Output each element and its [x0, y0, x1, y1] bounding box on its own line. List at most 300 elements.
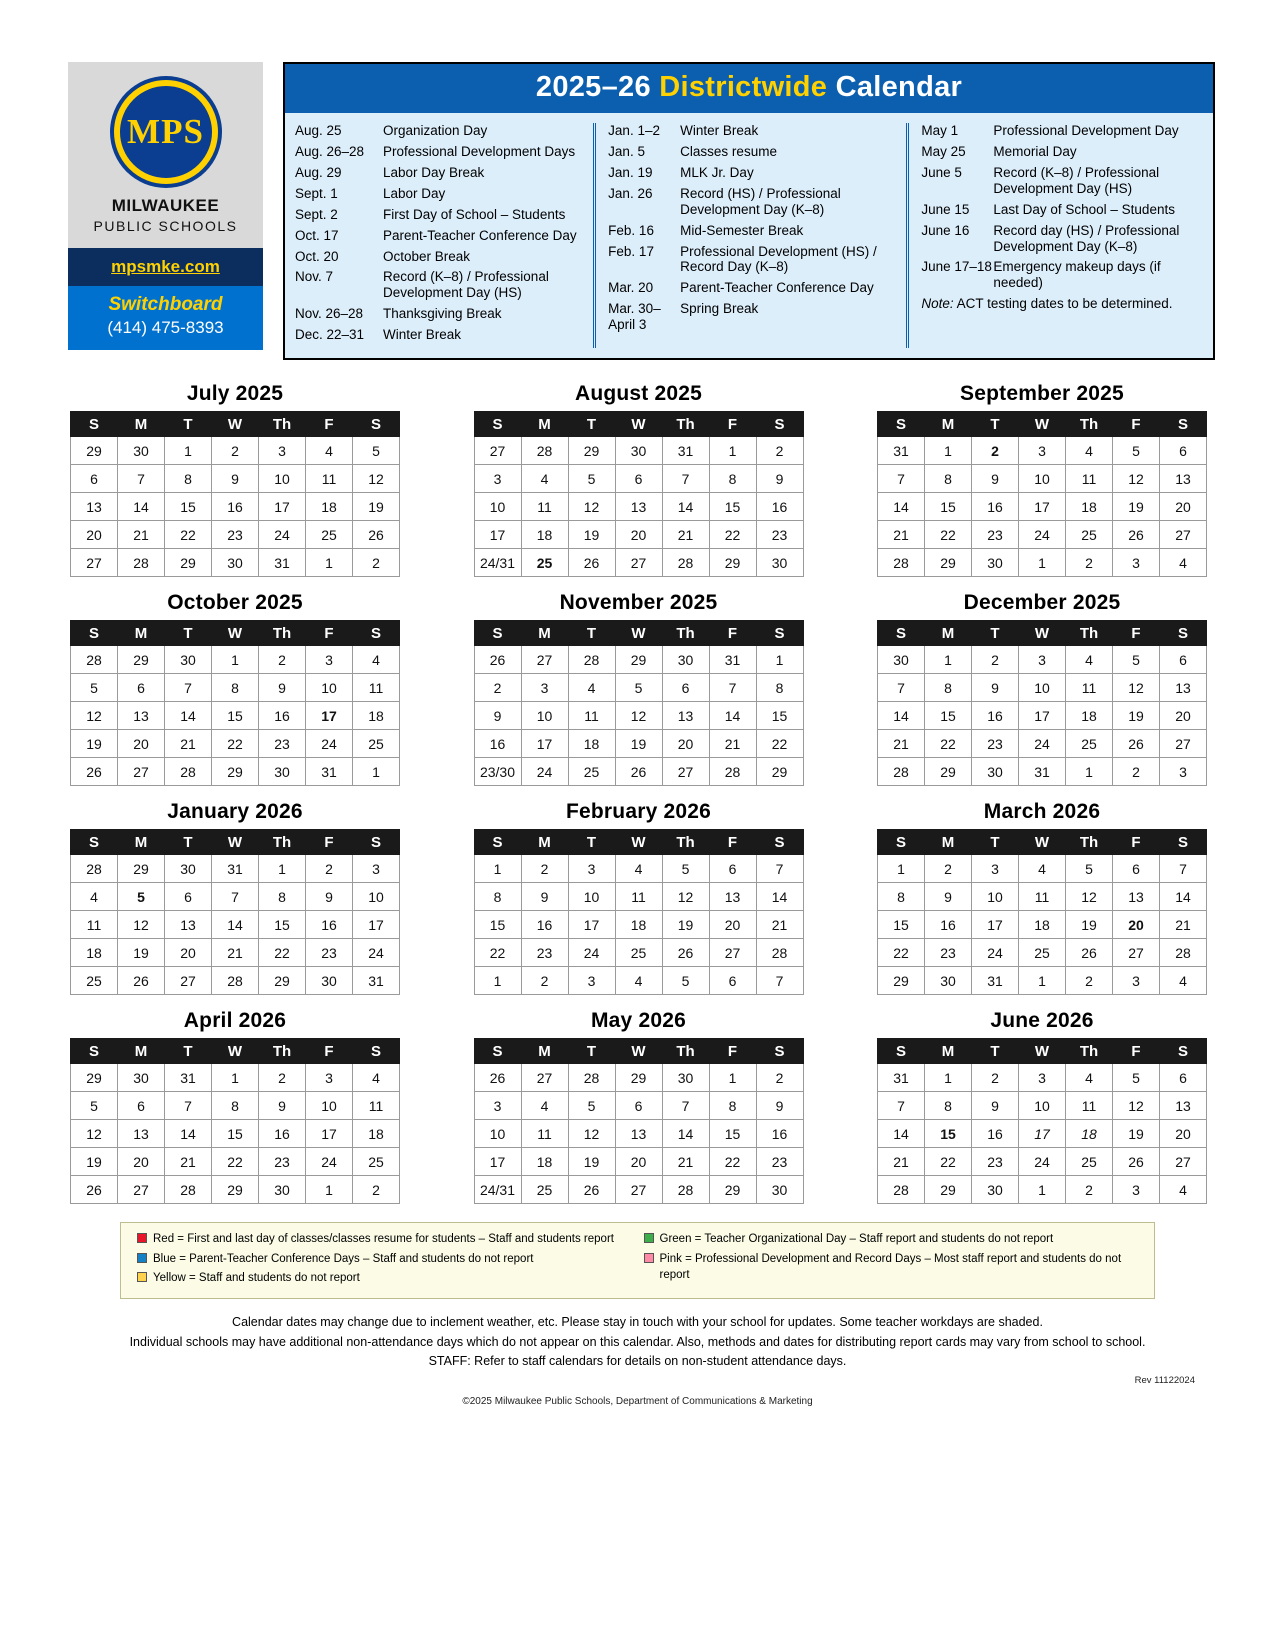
day-cell: 10 [306, 674, 353, 702]
key-date-row [295, 269, 585, 301]
day-cell: 30 [165, 855, 212, 883]
day-cell: 7 [756, 855, 803, 883]
day-cell: 22 [474, 939, 521, 967]
day-cell: 10 [568, 883, 615, 911]
month-block [70, 374, 400, 577]
day-cell: 17 [474, 1148, 521, 1176]
day-cell: 4 [1066, 1064, 1113, 1092]
day-cell: 11 [1019, 883, 1066, 911]
day-cell: 1 [925, 646, 972, 674]
day-cell: 17 [521, 730, 568, 758]
day-cell: 7 [878, 1092, 925, 1120]
day-cell: 15 [925, 493, 972, 521]
day-cell: 19 [662, 911, 709, 939]
header-region [0, 0, 1275, 360]
day-cell: 14 [756, 883, 803, 911]
day-cell: 20 [615, 1148, 662, 1176]
day-cell: 30 [972, 549, 1019, 577]
week-row [71, 493, 400, 521]
key-date-row [921, 123, 1197, 139]
day-cell: 1 [925, 437, 972, 465]
day-cell: 3 [1019, 437, 1066, 465]
weekday-header: W [1019, 412, 1066, 437]
week-row [71, 1148, 400, 1176]
day-cell: 25 [521, 549, 568, 577]
day-cell: 18 [568, 730, 615, 758]
week-row [878, 967, 1207, 995]
day-cell: 1 [709, 1064, 756, 1092]
key-date-date: Mar. 20 [608, 280, 654, 296]
day-cell: 28 [878, 549, 925, 577]
day-cell: 12 [662, 883, 709, 911]
title-part1: 2025–26 [535, 71, 660, 103]
month-table [70, 829, 400, 995]
week-row [71, 758, 400, 786]
weekday-header: T [165, 1039, 212, 1064]
day-cell: 26 [662, 939, 709, 967]
key-date-description: Record day (HS) / Professional Development Day (K–8) [993, 222, 1180, 254]
day-cell: 30 [259, 1176, 306, 1204]
day-cell: 29 [118, 855, 165, 883]
day-cell: 7 [756, 967, 803, 995]
month-table [70, 620, 400, 786]
key-date-row [608, 301, 898, 333]
day-cell: 30 [259, 758, 306, 786]
day-cell: 6 [615, 1092, 662, 1120]
day-cell: 5 [568, 1092, 615, 1120]
day-cell: 22 [925, 730, 972, 758]
month-table [877, 411, 1207, 577]
key-date-description: Record (K–8) / Professional Development Day (HS) [383, 269, 549, 301]
day-cell: 11 [615, 883, 662, 911]
day-cell: 28 [662, 549, 709, 577]
day-cell: 13 [615, 493, 662, 521]
day-cell: 2 [1066, 549, 1113, 577]
switchboard-number: (414) 475-8393 [107, 318, 224, 337]
day-cell: 2 [259, 646, 306, 674]
day-cell: 2 [521, 855, 568, 883]
day-cell: 10 [1019, 674, 1066, 702]
month-block [474, 583, 804, 786]
day-cell: 23 [972, 521, 1019, 549]
revision-text: Rev 11122024 [1134, 1375, 1195, 1387]
month-table [877, 1038, 1207, 1204]
logo-box [68, 62, 263, 248]
legend-text: Red = First and last day of classes/classes resume for students – Staff and students report [153, 1233, 614, 1246]
day-cell: 3 [259, 437, 306, 465]
key-date-date: Aug. 25 [295, 123, 342, 138]
weekday-header: S [353, 1039, 400, 1064]
day-cell: 22 [709, 1148, 756, 1176]
day-cell: 4 [521, 465, 568, 493]
day-cell: 31 [212, 855, 259, 883]
day-cell: 1 [925, 1064, 972, 1092]
website-link[interactable]: mpsmke.com [111, 257, 220, 276]
day-cell: 4 [615, 855, 662, 883]
key-date-date: Nov. 7 [295, 269, 334, 285]
key-date-description: Professional Development (HS) / Record Day (K–8) [680, 243, 877, 275]
day-cell: 4 [1160, 549, 1207, 577]
weekday-header: F [709, 830, 756, 855]
weekday-header: Th [259, 830, 306, 855]
weekday-header: M [521, 1039, 568, 1064]
day-cell: 18 [306, 493, 353, 521]
district-name-line2: PUBLIC SCHOOLS [93, 218, 238, 234]
day-cell: 11 [1066, 1092, 1113, 1120]
weekday-header: S [756, 412, 803, 437]
day-cell: 29 [709, 549, 756, 577]
key-date-description: Thanksgiving Break [383, 306, 502, 322]
week-row [878, 883, 1207, 911]
weekday-header: T [165, 412, 212, 437]
weekday-header: W [212, 1039, 259, 1064]
day-cell: 20 [118, 1148, 165, 1176]
key-date-description: Professional Development Days [383, 143, 576, 159]
day-cell: 6 [662, 674, 709, 702]
month-title: July 2025 [186, 382, 284, 406]
day-cell: 2 [212, 437, 259, 465]
key-date-date: Aug. 26–28 [295, 143, 365, 159]
day-cell: 31 [165, 1064, 212, 1092]
day-cell: 11 [568, 702, 615, 730]
day-cell: 30 [165, 646, 212, 674]
weekday-header: T [568, 1039, 615, 1064]
day-cell: 2 [972, 1064, 1019, 1092]
day-cell: 8 [878, 883, 925, 911]
week-row [878, 437, 1207, 465]
weekday-header: T [972, 1039, 1019, 1064]
day-cell: 3 [568, 855, 615, 883]
week-row [71, 1176, 400, 1204]
key-date-date: June 16 [921, 222, 970, 238]
day-cell: 15 [165, 493, 212, 521]
week-row [474, 437, 803, 465]
legend-text: Blue = Parent-Teacher Conference Days – Staff and students do not report [153, 1252, 534, 1265]
day-cell: 21 [878, 1148, 925, 1176]
day-cell: 1 [474, 967, 521, 995]
day-cell: 18 [353, 702, 400, 730]
week-row [474, 521, 803, 549]
weekday-header: S [1160, 412, 1207, 437]
day-cell: 9 [259, 674, 306, 702]
day-cell: 25 [306, 521, 353, 549]
day-cell: 19 [1113, 702, 1160, 730]
day-cell: 17 [1019, 1120, 1066, 1148]
day-cell: 28 [709, 758, 756, 786]
day-cell: 5 [353, 437, 400, 465]
day-cell: 14 [878, 1120, 925, 1148]
day-cell: 12 [71, 1120, 118, 1148]
day-cell: 6 [118, 1092, 165, 1120]
day-cell: 21 [662, 521, 709, 549]
weekday-header: T [165, 621, 212, 646]
day-cell: 15 [212, 702, 259, 730]
day-cell: 12 [1066, 883, 1113, 911]
day-cell: 20 [615, 521, 662, 549]
month-block [474, 374, 804, 577]
day-cell: 5 [662, 967, 709, 995]
key-date-row [608, 280, 898, 296]
month-block [877, 583, 1207, 786]
day-cell: 12 [118, 911, 165, 939]
weekday-header: Th [662, 412, 709, 437]
day-cell: 30 [756, 549, 803, 577]
day-cell: 1 [756, 646, 803, 674]
day-cell: 25 [1066, 730, 1113, 758]
week-row [71, 549, 400, 577]
day-cell: 11 [353, 1092, 400, 1120]
weekday-header: S [1160, 830, 1207, 855]
day-cell: 18 [521, 1148, 568, 1176]
legend-text: Pink = Professional Development and Record Days – Most staff report and students do not report [659, 1252, 1122, 1282]
week-row [878, 855, 1207, 883]
key-dates-column-3 [906, 123, 1205, 348]
day-cell: 8 [474, 883, 521, 911]
day-cell: 10 [353, 883, 400, 911]
day-cell: 28 [878, 1176, 925, 1204]
key-date-row [608, 144, 898, 160]
day-cell: 6 [165, 883, 212, 911]
weekday-header: T [972, 412, 1019, 437]
day-cell: 13 [1160, 674, 1207, 702]
day-cell: 4 [306, 437, 353, 465]
key-date-row [295, 306, 585, 322]
weekday-header: T [972, 830, 1019, 855]
day-cell: 2 [972, 437, 1019, 465]
day-cell: 30 [972, 1176, 1019, 1204]
week-row [474, 1176, 803, 1204]
day-cell: 14 [662, 1120, 709, 1148]
day-cell: 28 [568, 646, 615, 674]
key-date-date: Oct. 17 [295, 227, 339, 243]
day-cell: 8 [756, 674, 803, 702]
week-row [878, 1064, 1207, 1092]
key-dates-panel [283, 62, 1215, 360]
day-cell: 22 [925, 1148, 972, 1176]
day-cell: 31 [878, 437, 925, 465]
day-cell: 1 [709, 437, 756, 465]
district-name-line1: MILWAUKEE [111, 196, 220, 215]
day-cell: 20 [118, 730, 165, 758]
day-cell: 16 [972, 1120, 1019, 1148]
weekday-header: S [353, 830, 400, 855]
weekday-header: M [521, 621, 568, 646]
key-date-description: Professional Development Day [993, 123, 1179, 138]
day-cell: 27 [1160, 730, 1207, 758]
website-box[interactable] [68, 248, 263, 286]
weekday-header: M [925, 830, 972, 855]
legend-item [644, 1231, 1139, 1248]
legend-column-right [638, 1231, 1145, 1290]
day-cell: 20 [165, 939, 212, 967]
day-cell: 28 [521, 437, 568, 465]
weekday-header: S [756, 621, 803, 646]
day-cell: 16 [306, 911, 353, 939]
weekday-header: W [1019, 830, 1066, 855]
day-cell: 2 [259, 1064, 306, 1092]
weekday-header: F [1113, 830, 1160, 855]
day-cell: 30 [662, 646, 709, 674]
weekday-header: F [306, 412, 353, 437]
key-date-row [295, 186, 585, 202]
switchboard-label: Switchboard [108, 294, 223, 315]
month-block [474, 1001, 804, 1204]
legend-item [644, 1251, 1139, 1284]
day-cell: 30 [118, 437, 165, 465]
week-row [474, 911, 803, 939]
week-row [878, 493, 1207, 521]
day-cell: 30 [972, 758, 1019, 786]
day-cell: 9 [972, 465, 1019, 493]
week-row [878, 1092, 1207, 1120]
day-cell: 17 [259, 493, 306, 521]
month-block [474, 792, 804, 995]
key-date-row [608, 165, 898, 181]
key-date-row [921, 223, 1197, 255]
day-cell: 3 [306, 1064, 353, 1092]
day-cell: 2 [1066, 1176, 1113, 1204]
day-cell: 31 [353, 967, 400, 995]
legend-text: Green = Teacher Organizational Day – Staff report and students do not report [659, 1233, 1054, 1246]
day-cell: 1 [353, 758, 400, 786]
day-cell: 2 [1066, 967, 1113, 995]
day-cell: 5 [1113, 437, 1160, 465]
weekday-header: S [353, 412, 400, 437]
day-cell: 13 [71, 493, 118, 521]
day-cell: 1 [878, 855, 925, 883]
key-date-date: Feb. 17 [608, 243, 654, 259]
day-cell: 16 [259, 1120, 306, 1148]
day-cell: 16 [972, 702, 1019, 730]
weekday-header: S [71, 621, 118, 646]
week-row [474, 967, 803, 995]
weekday-header: W [212, 621, 259, 646]
month-table [70, 1038, 400, 1204]
day-cell: 13 [615, 1120, 662, 1148]
key-date-date: Nov. 26–28 [295, 306, 364, 322]
day-cell: 9 [259, 1092, 306, 1120]
day-cell: 27 [1160, 521, 1207, 549]
weekday-header: S [474, 412, 521, 437]
day-cell: 26 [118, 967, 165, 995]
day-cell: 7 [662, 1092, 709, 1120]
day-cell: 14 [709, 702, 756, 730]
week-row [878, 674, 1207, 702]
day-cell: 29 [165, 549, 212, 577]
day-cell: 24 [259, 521, 306, 549]
day-cell: 1 [1019, 1176, 1066, 1204]
day-cell: 3 [972, 855, 1019, 883]
day-cell: 5 [615, 674, 662, 702]
day-cell: 18 [1066, 1120, 1113, 1148]
weekday-header: W [212, 830, 259, 855]
day-cell: 12 [1113, 1092, 1160, 1120]
key-date-description: Winter Break [680, 123, 759, 138]
day-cell: 23 [925, 939, 972, 967]
day-cell: 18 [71, 939, 118, 967]
weekday-header: S [756, 1039, 803, 1064]
day-cell: 27 [1113, 939, 1160, 967]
day-cell: 10 [1019, 1092, 1066, 1120]
key-date-description: MLK Jr. Day [680, 164, 754, 180]
key-date-date: June 5 [921, 164, 962, 180]
weekday-header: M [118, 1039, 165, 1064]
day-cell: 5 [1113, 646, 1160, 674]
day-cell: 19 [71, 1148, 118, 1176]
day-cell: 7 [1160, 855, 1207, 883]
weekday-header: W [615, 830, 662, 855]
day-cell: 4 [353, 1064, 400, 1092]
weekday-header: T [568, 621, 615, 646]
day-cell: 15 [925, 1120, 972, 1148]
legend-swatch-blue [137, 1253, 147, 1263]
day-cell: 4 [615, 967, 662, 995]
week-row [71, 911, 400, 939]
weekday-header: Th [259, 1039, 306, 1064]
weekday-header: F [1113, 1039, 1160, 1064]
day-cell: 25 [568, 758, 615, 786]
day-cell: 21 [709, 730, 756, 758]
key-date-row [921, 144, 1197, 160]
day-cell: 9 [925, 883, 972, 911]
legend-item [137, 1270, 632, 1287]
day-cell: 30 [615, 437, 662, 465]
day-cell: 24 [306, 730, 353, 758]
week-row [474, 549, 803, 577]
day-cell: 8 [925, 465, 972, 493]
day-cell: 14 [878, 493, 925, 521]
weekday-header: Th [662, 1039, 709, 1064]
weekday-header: M [925, 621, 972, 646]
day-cell: 2 [972, 646, 1019, 674]
footer-notes [0, 1313, 1275, 1371]
day-cell: 19 [1113, 493, 1160, 521]
day-cell: 8 [709, 1092, 756, 1120]
weekday-header: F [709, 412, 756, 437]
day-cell: 26 [474, 1064, 521, 1092]
day-cell: 30 [925, 967, 972, 995]
weekday-header: Th [1066, 621, 1113, 646]
day-cell: 19 [71, 730, 118, 758]
key-date-date: Jan. 1–2 [608, 123, 660, 138]
weekday-header: S [474, 621, 521, 646]
day-cell: 9 [756, 1092, 803, 1120]
day-cell: 30 [756, 1176, 803, 1204]
day-cell: 15 [709, 493, 756, 521]
key-date-description: Record (HS) / Professional Development Day (K–8) [680, 185, 841, 217]
day-cell: 5 [71, 1092, 118, 1120]
day-cell: 22 [878, 939, 925, 967]
day-cell: 3 [568, 967, 615, 995]
day-cell: 11 [71, 911, 118, 939]
day-cell: 21 [662, 1148, 709, 1176]
day-cell: 3 [1113, 1176, 1160, 1204]
key-date-row [608, 123, 898, 139]
day-cell: 22 [212, 1148, 259, 1176]
day-cell: 18 [615, 911, 662, 939]
week-row [878, 465, 1207, 493]
key-date-description: Winter Break [383, 327, 462, 343]
day-cell: 4 [353, 646, 400, 674]
day-cell: 4 [568, 674, 615, 702]
month-title: August 2025 [574, 382, 703, 406]
key-date-description: Spring Break [680, 301, 759, 317]
weekday-header: S [878, 1039, 925, 1064]
day-cell: 15 [878, 911, 925, 939]
day-cell: 15 [925, 702, 972, 730]
key-date-date: Jan. 5 [608, 143, 645, 159]
day-cell: 11 [1066, 674, 1113, 702]
